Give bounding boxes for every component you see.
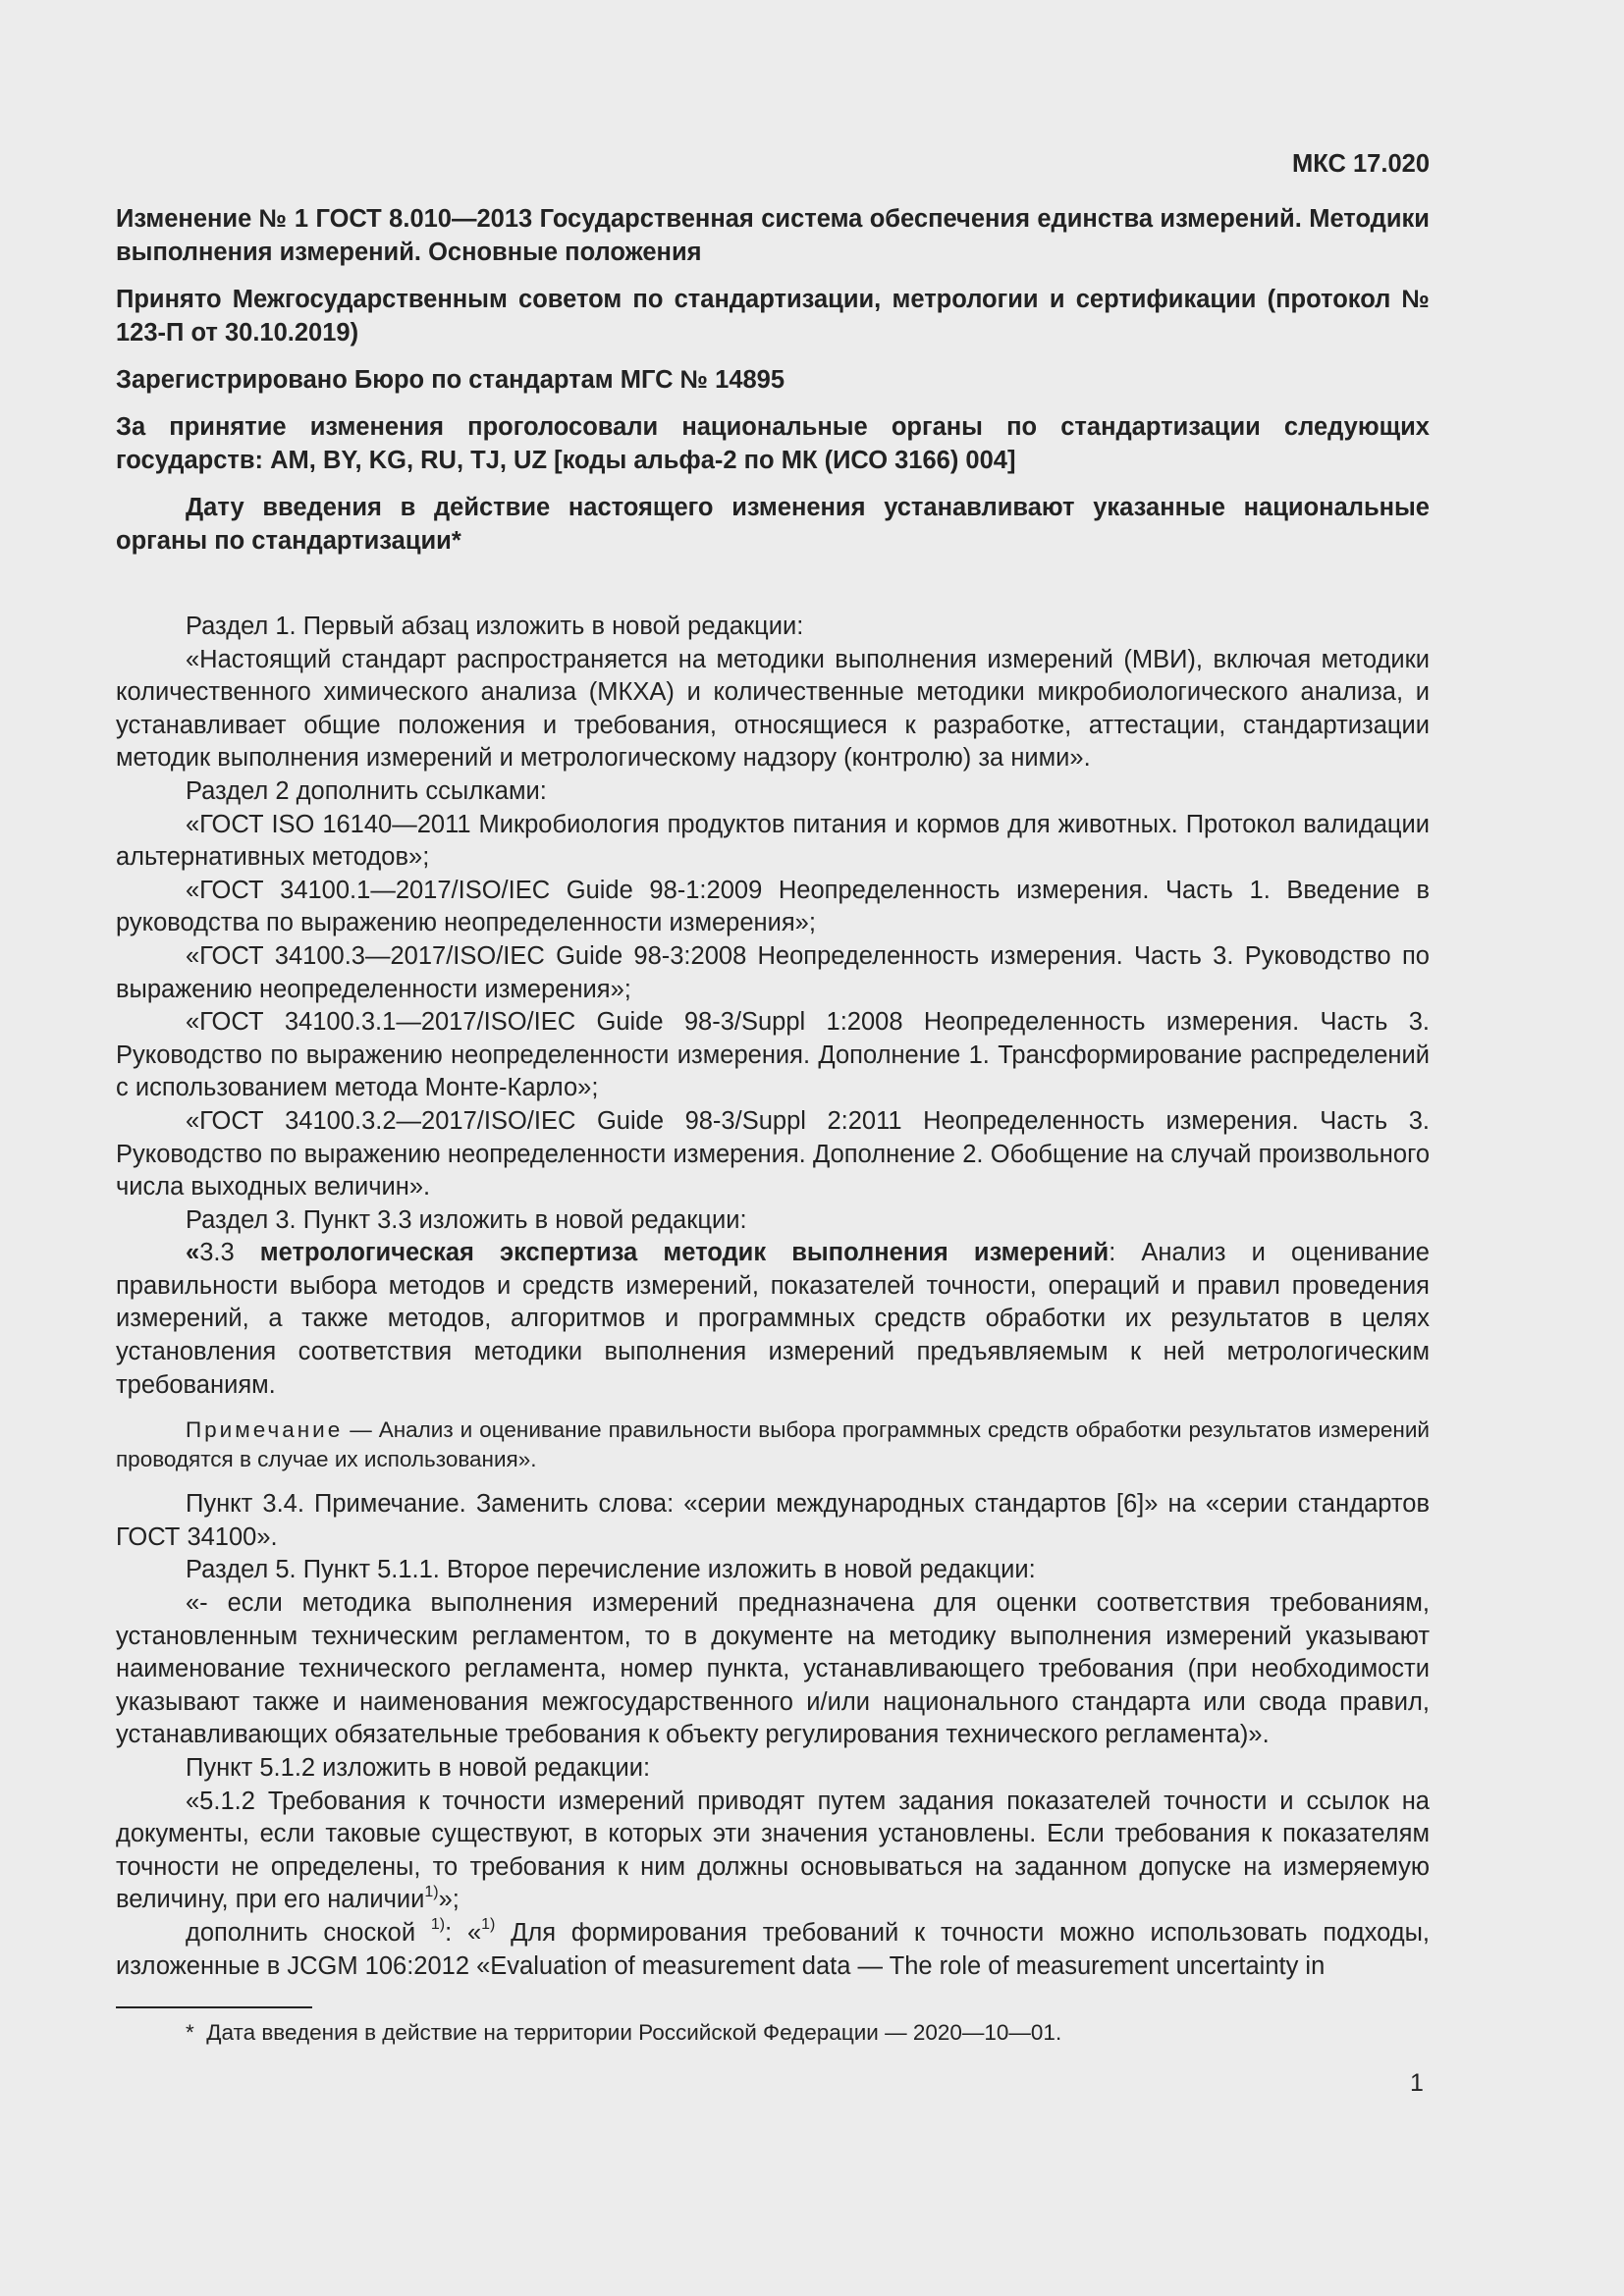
footnote-marker: * (186, 2020, 194, 2046)
reference-gost-34100-3-2: «ГОСТ 34100.3.2—2017/ISO/IEC Guide 98-3/Suppl 2:2011 Неопределенность измерения. Часть 3. Руководство по выражению неопределенности измерения. Дополнение 2. Обобщение на случай произвольного числа выходных величин». (116, 1106, 1430, 1201)
document-page (116, 147, 1430, 2048)
amendment-title: Изменение № 1 ГОСТ 8.010—2013 Государственная система обеспечения единства измерений. Методики выполнения измерений. Основные положения (116, 205, 1430, 266)
footnote-text: Дата введения в действие на территории Российской Федерации — 2020—10—01. (206, 2020, 1062, 2046)
note-text: — Анализ и оценивание правильности выбора программных средств обработки результатов измерений проводятся в случае их использования». (116, 1417, 1430, 1472)
definition-term: метрологическая экспертиза методик выполнения измерений (259, 1239, 1110, 1267)
reference-gost-iso-16140: «ГОСТ ISO 16140—2011 Микробиология продуктов питания и кормов для животных. Протокол валидации альтернативных методов»; (116, 810, 1430, 872)
paragraph-5-1-2-text (116, 1786, 1430, 1917)
footnote (116, 2018, 1430, 2048)
registration-statement: Зарегистрировано Бюро по стандартам МГС № 14895 (116, 366, 785, 394)
paragraph-section2-instruction: Раздел 2 дополнить ссылками: (186, 776, 547, 805)
footnote-marker-1: 1) (430, 1916, 446, 1934)
paragraph-section5-instruction: Раздел 5. Пункт 5.1.1. Второе перечисление изложить в новой редакции: (186, 1556, 1036, 1584)
paragraph-5-1-2-instruction: Пункт 5.1.2 изложить в новой редакции: (186, 1754, 651, 1782)
voting-statement: За принятие изменения проголосовали национальные органы по стандартизации следующих государств: AM, BY, KG, RU, TJ, UZ [коды альфа-2 по МК (ИСО 3166) 004] (116, 413, 1430, 474)
paragraph-5-1-2-end: »; (438, 1886, 460, 1914)
paragraph-3-4-replacement: Пункт 3.4. Примечание. Заменить слова: «серии международных стандартов [6]» на «серии стандартов ГОСТ 34100». (116, 1490, 1430, 1551)
footnote-divider (116, 2006, 312, 2008)
note-block (116, 1415, 1430, 1474)
reference-gost-34100-3: «ГОСТ 34100.3—2017/ISO/IEC Guide 98-3:2008 Неопределенность измерения. Часть 3. Руководство по выражению неопределенности измерения»; (116, 941, 1430, 1003)
definition-open-quote: « (186, 1239, 200, 1267)
paragraph-scope-text: «Настоящий стандарт распространяется на методики выполнения измерений (МВИ), включая методики количественного химического анализа (МКХА) и количественные методики микробиологического анализа, и устанавливает общие положения и требования, относящиеся к разработке, аттестации, стандартизации методик выполнения измерений и метрологическому надзору (контролю) за ними». (116, 645, 1430, 773)
add-footnote-quote: : « (445, 1918, 482, 1947)
add-footnote-intro: дополнить сноской (186, 1918, 431, 1947)
mks-code: МКС 17.020 (1292, 150, 1430, 178)
paragraph-5-1-2-body: «5.1.2 Требования к точности измерений приводят путем задания показателей точности и ссылок на документы, если таковые существуют, в которых эти значения установлены. Если требования к показателям точности не определены, то требования к ним должны основываться на заданном допуске на измеряемую величину, при его наличии (116, 1787, 1430, 1914)
definition-3-3 (116, 1237, 1430, 1402)
footnote-ref-marker: 1) (424, 1883, 439, 1900)
reference-gost-34100-1: «ГОСТ 34100.1—2017/ISO/IEC Guide 98-1:2009 Неопределенность измерения. Часть 1. Введение в руководства по выражению неопределенности измерения»; (116, 876, 1430, 937)
reference-gost-34100-3-1: «ГОСТ 34100.3.1—2017/ISO/IEC Guide 98-3/Suppl 1:2008 Неопределенность измерения. Часть 3. Руководство по выражению неопределенности измерения. Дополнение 1. Трансформирование распределений с использованием метода Монте-Карло»; (116, 1008, 1430, 1102)
paragraph-section3-instruction: Раздел 3. Пункт 3.3 изложить в новой редакции: (186, 1205, 747, 1234)
footnote-marker-2: 1) (481, 1916, 496, 1934)
note-label: Примечание (186, 1417, 344, 1443)
accepted-statement: Принято Межгосударственным советом по стандартизации, метрологии и сертификации (протокол № 123-П от 30.10.2019) (116, 286, 1430, 347)
definition-text: : Анализ и оценивание правильности выбора методов и средств измерений, показателей точности, операций и правил проведения измерений, а также методов, алгоритмов и программных средств обработки их результатов в целях установления соответствия методики выполнения измерений предъявляемым к ней метрологическим требованиям. (116, 1239, 1430, 1399)
paragraph-5-1-1-text: «- если методика выполнения измерений предназначена для оценки соответствия требованиям, установленным техническим регламентом, то в документе на методику выполнения измерений указывают наименование технического регламента, номер пункта, устанавливающего требования (при необходимости указывают также и наименования межгосударственного и/или национального стандарта или свода правил, устанавливающих обязательные требования к объекту регулирования технического регламента)». (116, 1589, 1430, 1749)
effective-date-statement: Дату введения в действие настоящего изменения устанавливают указанные национальные органы по стандартизации* (116, 494, 1430, 555)
page-number: 1 (1410, 2069, 1424, 2097)
paragraph-section1-instruction: Раздел 1. Первый абзац изложить в новой редакции: (186, 613, 804, 640)
add-footnote-text: Для формирования требований к точности можно использовать подходы, изложенные в JCGM 106:2012 «Evaluation of measurement data — The role of measurement uncertainty in (116, 1918, 1431, 1980)
paragraph-add-footnote (116, 1917, 1430, 1983)
definition-number: 3.3 (199, 1239, 260, 1267)
